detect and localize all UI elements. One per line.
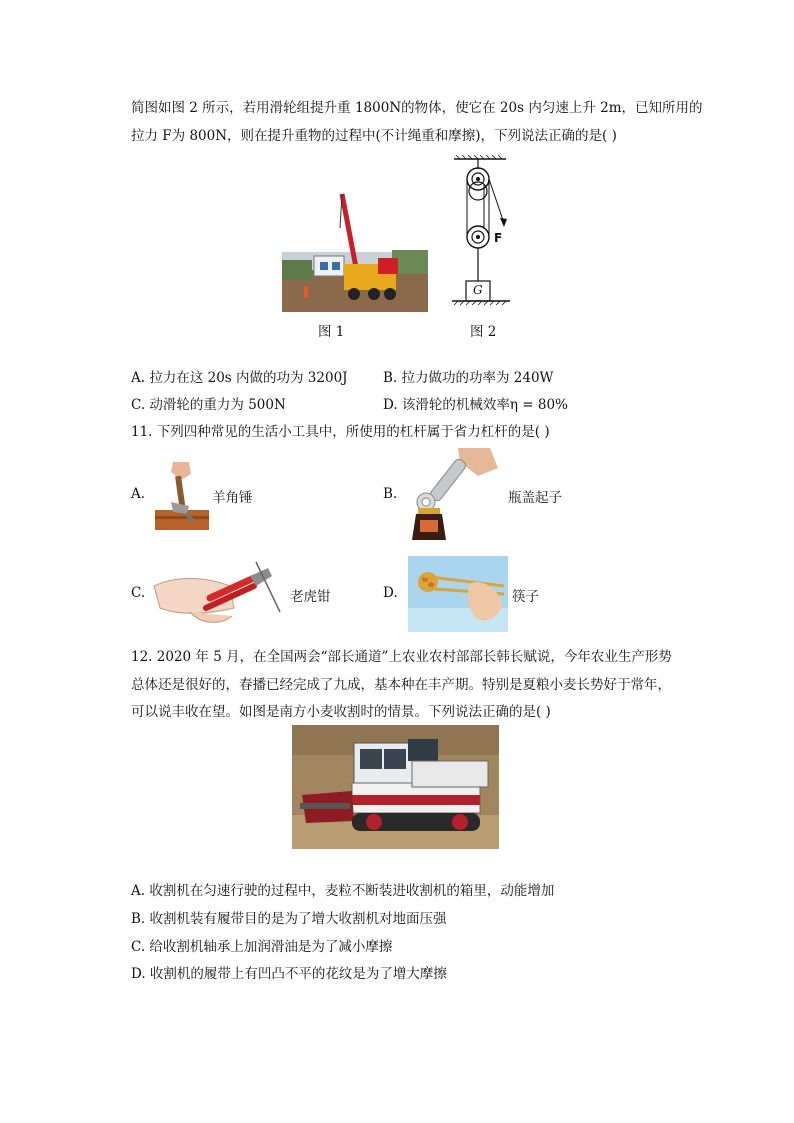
bottle-opener-image — [398, 446, 506, 540]
force-label-f: F — [494, 231, 503, 245]
q10-stem-line1: 简图如图 2 所示，若用滑轮组提升重 1800N的物体，使它在 20s 内匀速上升 2m，已知所用的 — [131, 100, 703, 116]
figure-1-caption: 图 1 — [318, 324, 345, 340]
weight-label-g: G — [473, 283, 483, 297]
q12-option-d[interactable]: D. 收割机的履带上有凹凸不平的花纹是为了增大摩擦 — [131, 966, 447, 982]
q11-option-c-label[interactable]: 老虎钳 — [290, 589, 331, 605]
q10-option-a[interactable]: A. 拉力在这 20s 内做的功为 3200J — [131, 370, 348, 386]
q11-option-d-letter[interactable]: D. — [383, 585, 398, 601]
q10-stem-line2: 拉力 F为 800N，则在提升重物的过程中(不计绳重和摩擦)，下列说法正确的是( ) — [131, 128, 617, 144]
q12-option-b[interactable]: B. 收割机装有履带目的是为了增大收割机对地面压强 — [131, 911, 447, 927]
q12-stem-line1: 12. 2020 年 5 月，在全国两会“部长通道”上农业农村部部长韩长赋说，今年农业生产形势 — [131, 649, 672, 665]
claw-hammer-image — [155, 460, 209, 530]
q11-stem: 11. 下列四种常见的生活小工具中，所使用的杠杆属于省力杠杆的是( ) — [131, 424, 550, 440]
crane-photo — [282, 190, 428, 312]
q11-option-b-label[interactable]: 瓶盖起子 — [508, 490, 562, 506]
chopsticks-image — [408, 556, 508, 632]
pliers-image — [150, 556, 286, 630]
q11-option-c-letter[interactable]: C. — [131, 585, 146, 601]
q12-option-a[interactable]: A. 收割机在匀速行驶的过程中，麦粒不断装进收割机的箱里，动能增加 — [131, 883, 555, 899]
q12-option-c[interactable]: C. 给收割机轴承上加润滑油是为了减小摩擦 — [131, 939, 393, 955]
pulley-diagram — [448, 155, 520, 315]
q11-option-d-label[interactable]: 筷子 — [512, 589, 539, 605]
q11-option-a-letter[interactable]: A. — [131, 486, 146, 502]
q12-stem-line2: 总体还是很好的，春播已经完成了九成，基本种在丰产期。特别是夏粮小麦长势好于常年， — [131, 677, 671, 693]
q11-option-a-label[interactable]: 羊角锤 — [212, 490, 253, 506]
q11-option-b-letter[interactable]: B. — [383, 486, 398, 502]
q10-option-d[interactable]: D. 该滑轮的机械效率η = 80% — [383, 397, 568, 413]
figure-2-caption: 图 2 — [470, 324, 497, 340]
q10-option-c[interactable]: C. 动滑轮的重力为 500N — [131, 397, 286, 413]
harvester-photo — [292, 725, 499, 849]
q12-stem-line3: 可以说丰收在望。如图是南方小麦收割时的情景。下列说法正确的是( ) — [131, 704, 551, 720]
q10-option-b[interactable]: B. 拉力做功的功率为 240W — [383, 370, 554, 386]
